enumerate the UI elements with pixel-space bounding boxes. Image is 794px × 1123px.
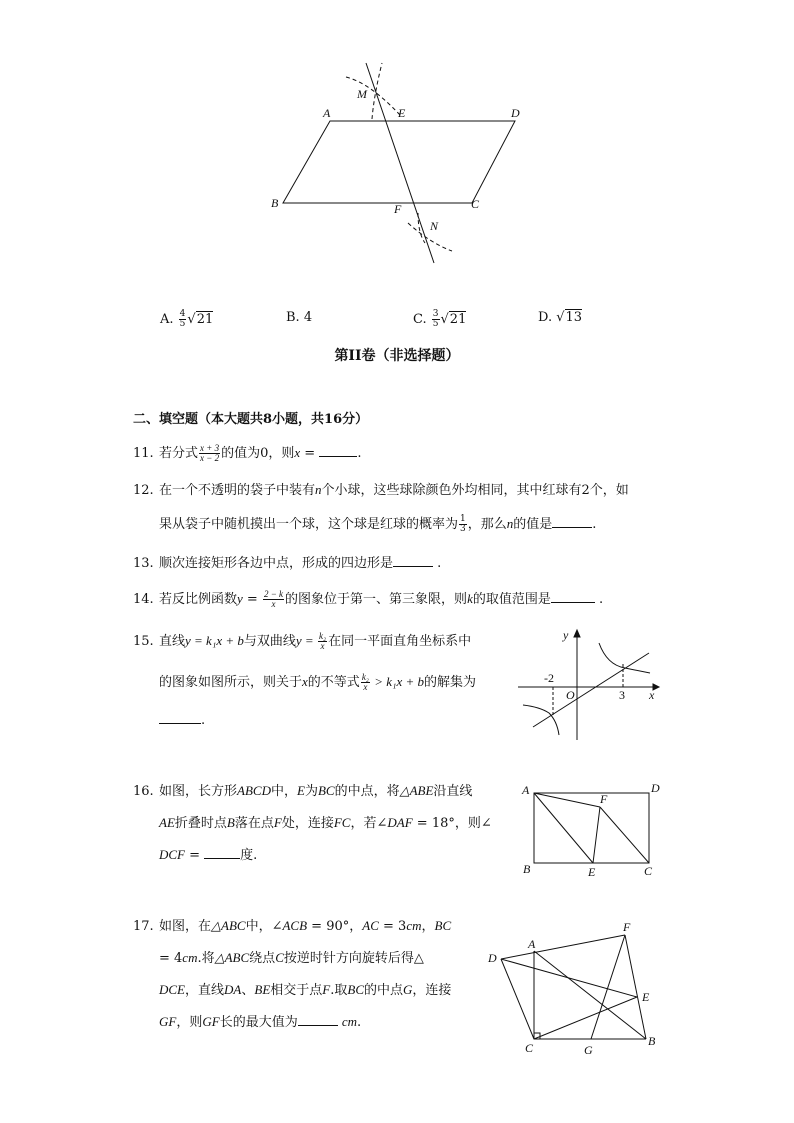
answer-blank-11[interactable] [319, 445, 357, 457]
segment-fc [600, 807, 649, 863]
parallelogram [283, 121, 515, 203]
segment-gf [591, 935, 625, 1039]
q16-figure [517, 780, 667, 880]
answer-blank-13[interactable] [393, 555, 433, 567]
line-bf [625, 935, 646, 1039]
question-17-line1: 17. 如图，在△ABC中，∠ACB = 90°，AC = 3cm，BC [133, 918, 452, 934]
segment-dc [501, 959, 534, 1039]
answer-blank-14[interactable] [551, 591, 595, 603]
part-title: 第II卷（非选择题） [334, 348, 460, 364]
label-f: F [394, 202, 402, 216]
label-b: B [523, 862, 531, 876]
option-a-radical: √21 [187, 312, 214, 327]
label-a: A [522, 783, 530, 797]
label-e: E [588, 865, 596, 879]
question-15-line3: . [159, 712, 205, 729]
label-d: D [488, 951, 497, 965]
label-b: B [648, 1034, 656, 1048]
hyperbola-branch-2 [523, 705, 559, 735]
label-c: C [525, 1041, 534, 1055]
origin-label: O [566, 688, 575, 702]
label-a: A [528, 937, 536, 951]
label-f: F [600, 792, 608, 806]
option-b[interactable]: B. 4 [286, 310, 313, 325]
answer-blank-17[interactable] [298, 1014, 338, 1026]
rectangle-abcd [534, 793, 649, 863]
label-n: N [430, 219, 439, 233]
option-a[interactable]: A. $\frac{4}{5}$ √21 [160, 309, 214, 329]
question-15-line2: 的图象如图所示，则关于x的不等式 $\frac{\text{k₂}}{x}$ > k₁x + b的解集为 [159, 672, 477, 692]
y-axis-label: y [563, 628, 569, 642]
label-m: M [357, 87, 367, 101]
question-13: 13. 顺次连接矩形各边中点，形成的四边形是 . [133, 556, 442, 571]
tick-neg-2: -2 [544, 671, 554, 685]
label-d: D [511, 106, 520, 120]
question-14: 14. 若反比例函数y = $\frac{2 - k}{x}$ 的图象位于第一、第三象限，则k的取值范围是 . [133, 589, 604, 609]
label-g: G [584, 1043, 593, 1057]
option-c-fraction: $\frac{3}{5}$ [432, 309, 439, 329]
answer-blank-15[interactable] [159, 712, 201, 724]
question-12-line2: 果从袋子中随机摸出一个球，这个球是红球的概率为 $\frac{1}{3}$ ，那么n的值是 . [159, 514, 597, 534]
question-17-line3: DCE，直线DA、BE相交于点F.取BC的中点G，连接 [159, 982, 452, 998]
label-f: F [623, 920, 631, 934]
option-d[interactable]: D. √13 [538, 310, 583, 325]
segment-ce [534, 997, 637, 1039]
option-d-radical: √13 [556, 310, 583, 325]
question-11: 11. 若分式 $\frac{x + 3}{x - 2}$ 的值为0，则x = . [133, 443, 362, 463]
question-16-line2: AE折叠时点B落在点F处，连接FC，若∠DAF = 18°，则∠ [159, 815, 492, 831]
question-12-line1: 12. 在一个不透明的袋子中装有n个小球，这些球除颜色外均相同，其中红球有2个，如 [133, 482, 629, 498]
label-c: C [644, 864, 653, 878]
label-e: E [398, 106, 406, 120]
line-graph [533, 653, 649, 727]
label-a: A [323, 106, 331, 120]
question-16-line3: DCF = 度. [159, 847, 258, 863]
q15-graph [515, 625, 660, 743]
question-17-line2: = 4cm.将△ABC绕点C按逆时针方向旋转后得△ [159, 950, 424, 966]
label-c: C [471, 197, 480, 211]
line-mn [366, 63, 434, 263]
line-df [501, 935, 625, 959]
answer-blank-16[interactable] [204, 847, 240, 859]
y-arrow [574, 630, 580, 637]
segment-fe [593, 807, 600, 863]
answer-blank-12[interactable] [552, 516, 592, 528]
question-16-line1: 16. 如图，长方形ABCD中，E为BC的中点，将△ABE沿直线 [133, 783, 473, 799]
option-c-radical: √21 [440, 312, 467, 327]
question-15-line1: 15. 直线y = k₁x + b与双曲线y = $\frac{\text{k₂}}{x}$ 在同一平面直角坐标系中 [133, 631, 472, 651]
question-17-line4: GF，则GF长的最大值为 cm. [159, 1014, 362, 1030]
option-c[interactable]: C. $\frac{3}{5}$ √21 [413, 309, 467, 329]
tick-3: 3 [619, 688, 625, 702]
q17-figure [484, 915, 664, 1060]
segment-de [501, 959, 637, 997]
label-d: D [651, 781, 660, 795]
label-b: B [271, 196, 279, 210]
label-e: E [642, 990, 650, 1004]
parallelogram-figure [260, 55, 520, 270]
option-a-fraction: $\frac{4}{5}$ [179, 309, 186, 329]
x-axis-label: x [649, 688, 655, 702]
section-heading: 二、填空题（本大题共8小题，共16分） [133, 412, 369, 427]
